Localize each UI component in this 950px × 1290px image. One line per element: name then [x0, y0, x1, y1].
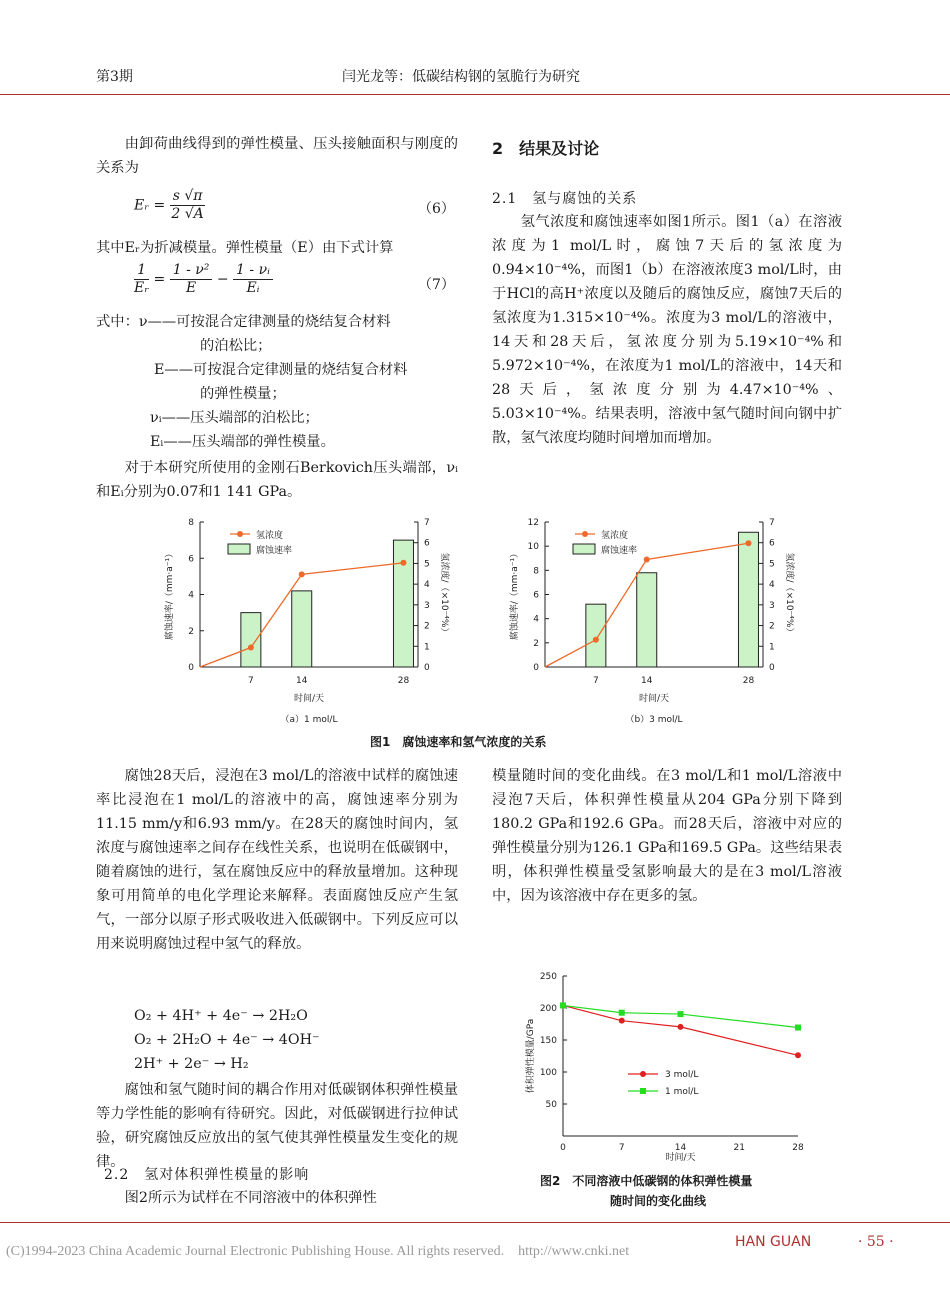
subsection-2-1: 2.1 氢与腐蚀的关系	[492, 191, 638, 207]
figure-1-panel-b	[508, 518, 796, 725]
corrosion-rate-bar	[586, 604, 606, 667]
right-tick-label: 4	[424, 580, 430, 591]
page-number: · 55 ·	[858, 1234, 894, 1250]
legend-1mol-marker	[640, 1088, 646, 1094]
figure-2-caption-line-2: 随时间的变化曲线	[610, 1194, 707, 1208]
left-para-2: 其中Eᵣ为折减模量。弹性模量（E）由下式计算	[96, 240, 394, 256]
data-point	[795, 1025, 801, 1031]
definition-e-i: Eᵢ——压头端部的弹性模量。	[150, 434, 335, 450]
left-para-5: 腐蚀和氢气随时间的耦合作用对低碳钢体积弹性模量等力学性能的影响有待研究。因此，对低碳钢进行拉伸试验，研究腐蚀反应放出的氢气使其弹性模量发生变化的规律。	[96, 1082, 458, 1170]
hydrogen-concentration-point	[299, 571, 305, 577]
panel-label: （b）3 mol/L	[625, 715, 683, 725]
data-point	[619, 1018, 625, 1024]
legend-line-label: 氢浓度	[256, 531, 284, 541]
hydrogen-concentration-point	[248, 645, 254, 651]
right-tick-label: 0	[769, 663, 775, 673]
legend-1mol-label: 1 mol/L	[665, 1087, 699, 1097]
right-tick-label: 4	[769, 580, 775, 591]
legend-bar-label: 腐蚀速率	[601, 546, 638, 556]
right-tick-label: 1	[424, 642, 430, 653]
figure-2-caption-line-1: 图2 不同溶液中低碳钢的体积弹性模量	[540, 1174, 753, 1188]
left-tick-label: 6	[533, 590, 539, 601]
reaction-1: O₂ + 4H⁺ + 4e⁻ → 2H₂O	[134, 1008, 308, 1024]
left-axis-title: 腐蚀速率/（mm·a⁻¹）	[510, 548, 520, 641]
legend-line-marker	[237, 531, 243, 537]
section-heading: 2 结果及讨论	[492, 139, 600, 158]
legend-line-marker	[582, 531, 588, 537]
corrosion-rate-bar	[637, 573, 657, 667]
definition-nu: 式中：ν——可按混合定律测量的烧结复合材料	[96, 314, 391, 330]
definition-e: E——可按混合定律测量的烧结复合材料	[154, 362, 408, 378]
legend-bar-label: 腐蚀速率	[256, 546, 293, 556]
copyright-notice: (C)1994-2023 China Academic Journal Electronic Publishing House. All rights reserved. http://www.cnki.net	[6, 1244, 630, 1259]
left-tick-label: 12	[527, 518, 539, 528]
right-tick-label: 0	[424, 663, 430, 673]
x-tick-label: 7	[618, 1143, 625, 1153]
y-tick-label: 200	[539, 1004, 557, 1014]
right-axis-title: 氢浓度/（×10⁻⁴%）	[439, 552, 449, 637]
x-tick-label: 7	[247, 676, 254, 686]
data-point	[560, 1002, 566, 1008]
legend-3mol-marker	[640, 1071, 646, 1077]
left-tick-label: 10	[527, 542, 539, 553]
hydrogen-concentration-point	[745, 540, 751, 546]
corrosion-rate-bar	[292, 591, 312, 667]
reaction-3: 2H⁺ + 2e⁻ → H₂	[134, 1056, 249, 1072]
hydrogen-concentration-point	[644, 556, 650, 562]
left-tick-label: 8	[188, 518, 194, 528]
right-tick-label: 2	[424, 621, 430, 632]
left-tick-label: 4	[533, 614, 539, 625]
right-para-2: 模量随时间的变化曲线。在3 mol/L和1 mol/L溶液中浸泡7天后，体积弹性模量从204 GPa分别下降到180.2 GPa和192.6 GPa。而28天后，溶液中对应的弹性模量分别为126.1 GPa和169.5 GPa。这些结果表明，体积弹性模量受氢影响最大的是在3 mol/L溶液中，因为该溶液中存在更多的氢。	[492, 768, 842, 904]
y-tick-label: 250	[539, 972, 557, 982]
data-point	[619, 1010, 625, 1016]
right-tick-label: 2	[769, 621, 775, 632]
right-tick-label: 5	[424, 559, 430, 570]
definition-nu-i: νᵢ——压头端部的泊松比；	[150, 410, 319, 426]
left-tick-label: 4	[188, 590, 194, 601]
right-tick-label: 7	[424, 518, 430, 528]
definition-nu-cont: 的泊松比；	[200, 338, 272, 354]
corrosion-rate-bar	[241, 613, 261, 667]
left-para-3: 对于本研究所使用的金刚石Berkovich压头端部，νᵢ和Eᵢ分别为0.07和1 141 GPa。	[96, 460, 458, 500]
equation-7: $\frac{1}{\text{Eᵣ}}$ = $\frac{\text{1 - ν²}}{E}$ − $\frac{\text{1 - νᵢ}}{\text{Eᵢ}}$	[134, 262, 273, 297]
legend-bar-swatch	[228, 544, 250, 554]
left-para-6: 图2所示为试样在不同溶液中的体积弹性	[124, 1190, 377, 1206]
left-para-1: 由卸荷曲线得到的弹性模量、压头接触面积与刚度的关系为	[96, 136, 458, 176]
x-axis-title: 时间/天	[638, 694, 670, 704]
data-point	[678, 1011, 684, 1017]
left-axis-title: 腐蚀速率/（mm·a⁻¹）	[165, 548, 175, 641]
left-para-4: 腐蚀28天后，浸泡在3 mol/L的溶液中试样的腐蚀速率比浸泡在1 mol/L的溶液中的高，腐蚀速率分别为11.15 mm/y和6.93 mm/y。在28天的腐蚀时间内，氢浓度与腐蚀速率之间存在线性关系，也说明在低碳钢中，随着腐蚀的进行，氢在腐蚀反应中的释放量增加。这种现象可用简单的电化学理论来解释。表面腐蚀反应产生氢气，一部分以原子形式吸收进入低碳钢中。下列反应可以用来说明腐蚀过程中氢气的释放。	[96, 768, 458, 952]
journal-issue: 第3期	[96, 69, 133, 85]
definition-e-cont: 的弹性模量；	[200, 386, 286, 402]
equation-6-number: （6）	[418, 201, 455, 217]
y-tick-label: 50	[545, 1100, 557, 1110]
x-tick-label: 21	[733, 1143, 745, 1153]
footer-rule	[0, 1222, 950, 1223]
subsection-2-2: 2.2 氢对体积弹性模量的影响	[104, 1167, 310, 1183]
right-axis-title: 氢浓度/（×10⁻⁴%）	[784, 552, 794, 637]
corrosion-rate-bar	[738, 532, 758, 667]
x-tick-label: 14	[641, 676, 653, 686]
panel-label: （a）1 mol/L	[280, 715, 338, 725]
x-tick-label: 28	[792, 1143, 804, 1153]
right-tick-label: 5	[769, 559, 775, 570]
legend-line-label: 氢浓度	[601, 531, 629, 541]
left-tick-label: 6	[188, 554, 194, 565]
hydrogen-concentration-point	[400, 560, 406, 566]
watermark: HAN GUAN	[735, 1234, 812, 1250]
right-tick-label: 3	[424, 600, 430, 611]
figure-1	[150, 512, 820, 727]
x-tick-label: 0	[560, 1143, 566, 1153]
equation-7-number: （7）	[418, 277, 455, 293]
data-point	[678, 1024, 684, 1030]
y-tick-label: 150	[539, 1036, 557, 1046]
x-axis-title: 时间/天	[293, 694, 325, 704]
legend-bar-swatch	[573, 544, 595, 554]
reaction-2: O₂ + 2H₂O + 4e⁻ → 4OH⁻	[134, 1032, 320, 1048]
x-tick-label: 28	[397, 676, 410, 686]
figure-1-caption: 图1 腐蚀速率和氢气浓度的关系	[370, 735, 547, 749]
x-tick-label: 7	[592, 676, 599, 686]
right-tick-label: 7	[769, 518, 775, 528]
x-tick-label: 14	[674, 1143, 687, 1153]
right-tick-label: 3	[769, 600, 775, 611]
x-tick-label: 14	[296, 676, 308, 686]
header-rule	[0, 94, 950, 95]
left-tick-label: 0	[188, 663, 194, 673]
hydrogen-concentration-point	[593, 637, 599, 643]
corrosion-rate-bar	[393, 540, 413, 667]
equation-6: Eᵣ = $\frac{s √\pi}{2 √A}$	[134, 188, 204, 222]
y-axis-title: 体积弹性模量/GPa	[526, 1018, 536, 1094]
left-tick-label: 2	[533, 638, 539, 649]
left-tick-label: 8	[533, 566, 539, 577]
right-tick-label: 6	[424, 538, 430, 549]
right-para-1: 氢气浓度和腐蚀速率如图1所示。图1（a）在溶液浓度为1 mol/L时，腐蚀7天后的氢浓度为0.94×10⁻⁴%，而图1（b）在溶液浓度3 mol/L时，由于HCl的高H⁺浓度以及随后的腐蚀反应，腐蚀7天后的氢浓度为1.315×10⁻⁴%。浓度为3 mol/L的溶液中，14天和28天后，氢浓度分别为5.19×10⁻⁴%和5.972×10⁻⁴%，在浓度为1 mol/L的溶液中，14天和28天后，氢浓度分别为4.47×10⁻⁴%、5.03×10⁻⁴%。结果表明，溶液中氢气随时间向钢中扩散，氢气浓度均随时间增加而增加。	[492, 214, 842, 446]
x-axis-title: 时间/天	[665, 1153, 696, 1162]
data-point	[795, 1052, 801, 1058]
legend-3mol-label: 3 mol/L	[665, 1070, 699, 1080]
figure-2	[520, 962, 820, 1162]
y-tick-label: 100	[539, 1068, 557, 1078]
left-tick-label: 2	[188, 626, 194, 637]
right-tick-label: 6	[769, 538, 775, 549]
figure-1-panel-a	[163, 518, 451, 725]
right-tick-label: 1	[769, 642, 775, 653]
running-title: 闫光龙等：低碳结构钢的氢脆行为研究	[342, 69, 580, 85]
left-tick-label: 0	[533, 663, 539, 673]
x-tick-label: 28	[742, 676, 755, 686]
